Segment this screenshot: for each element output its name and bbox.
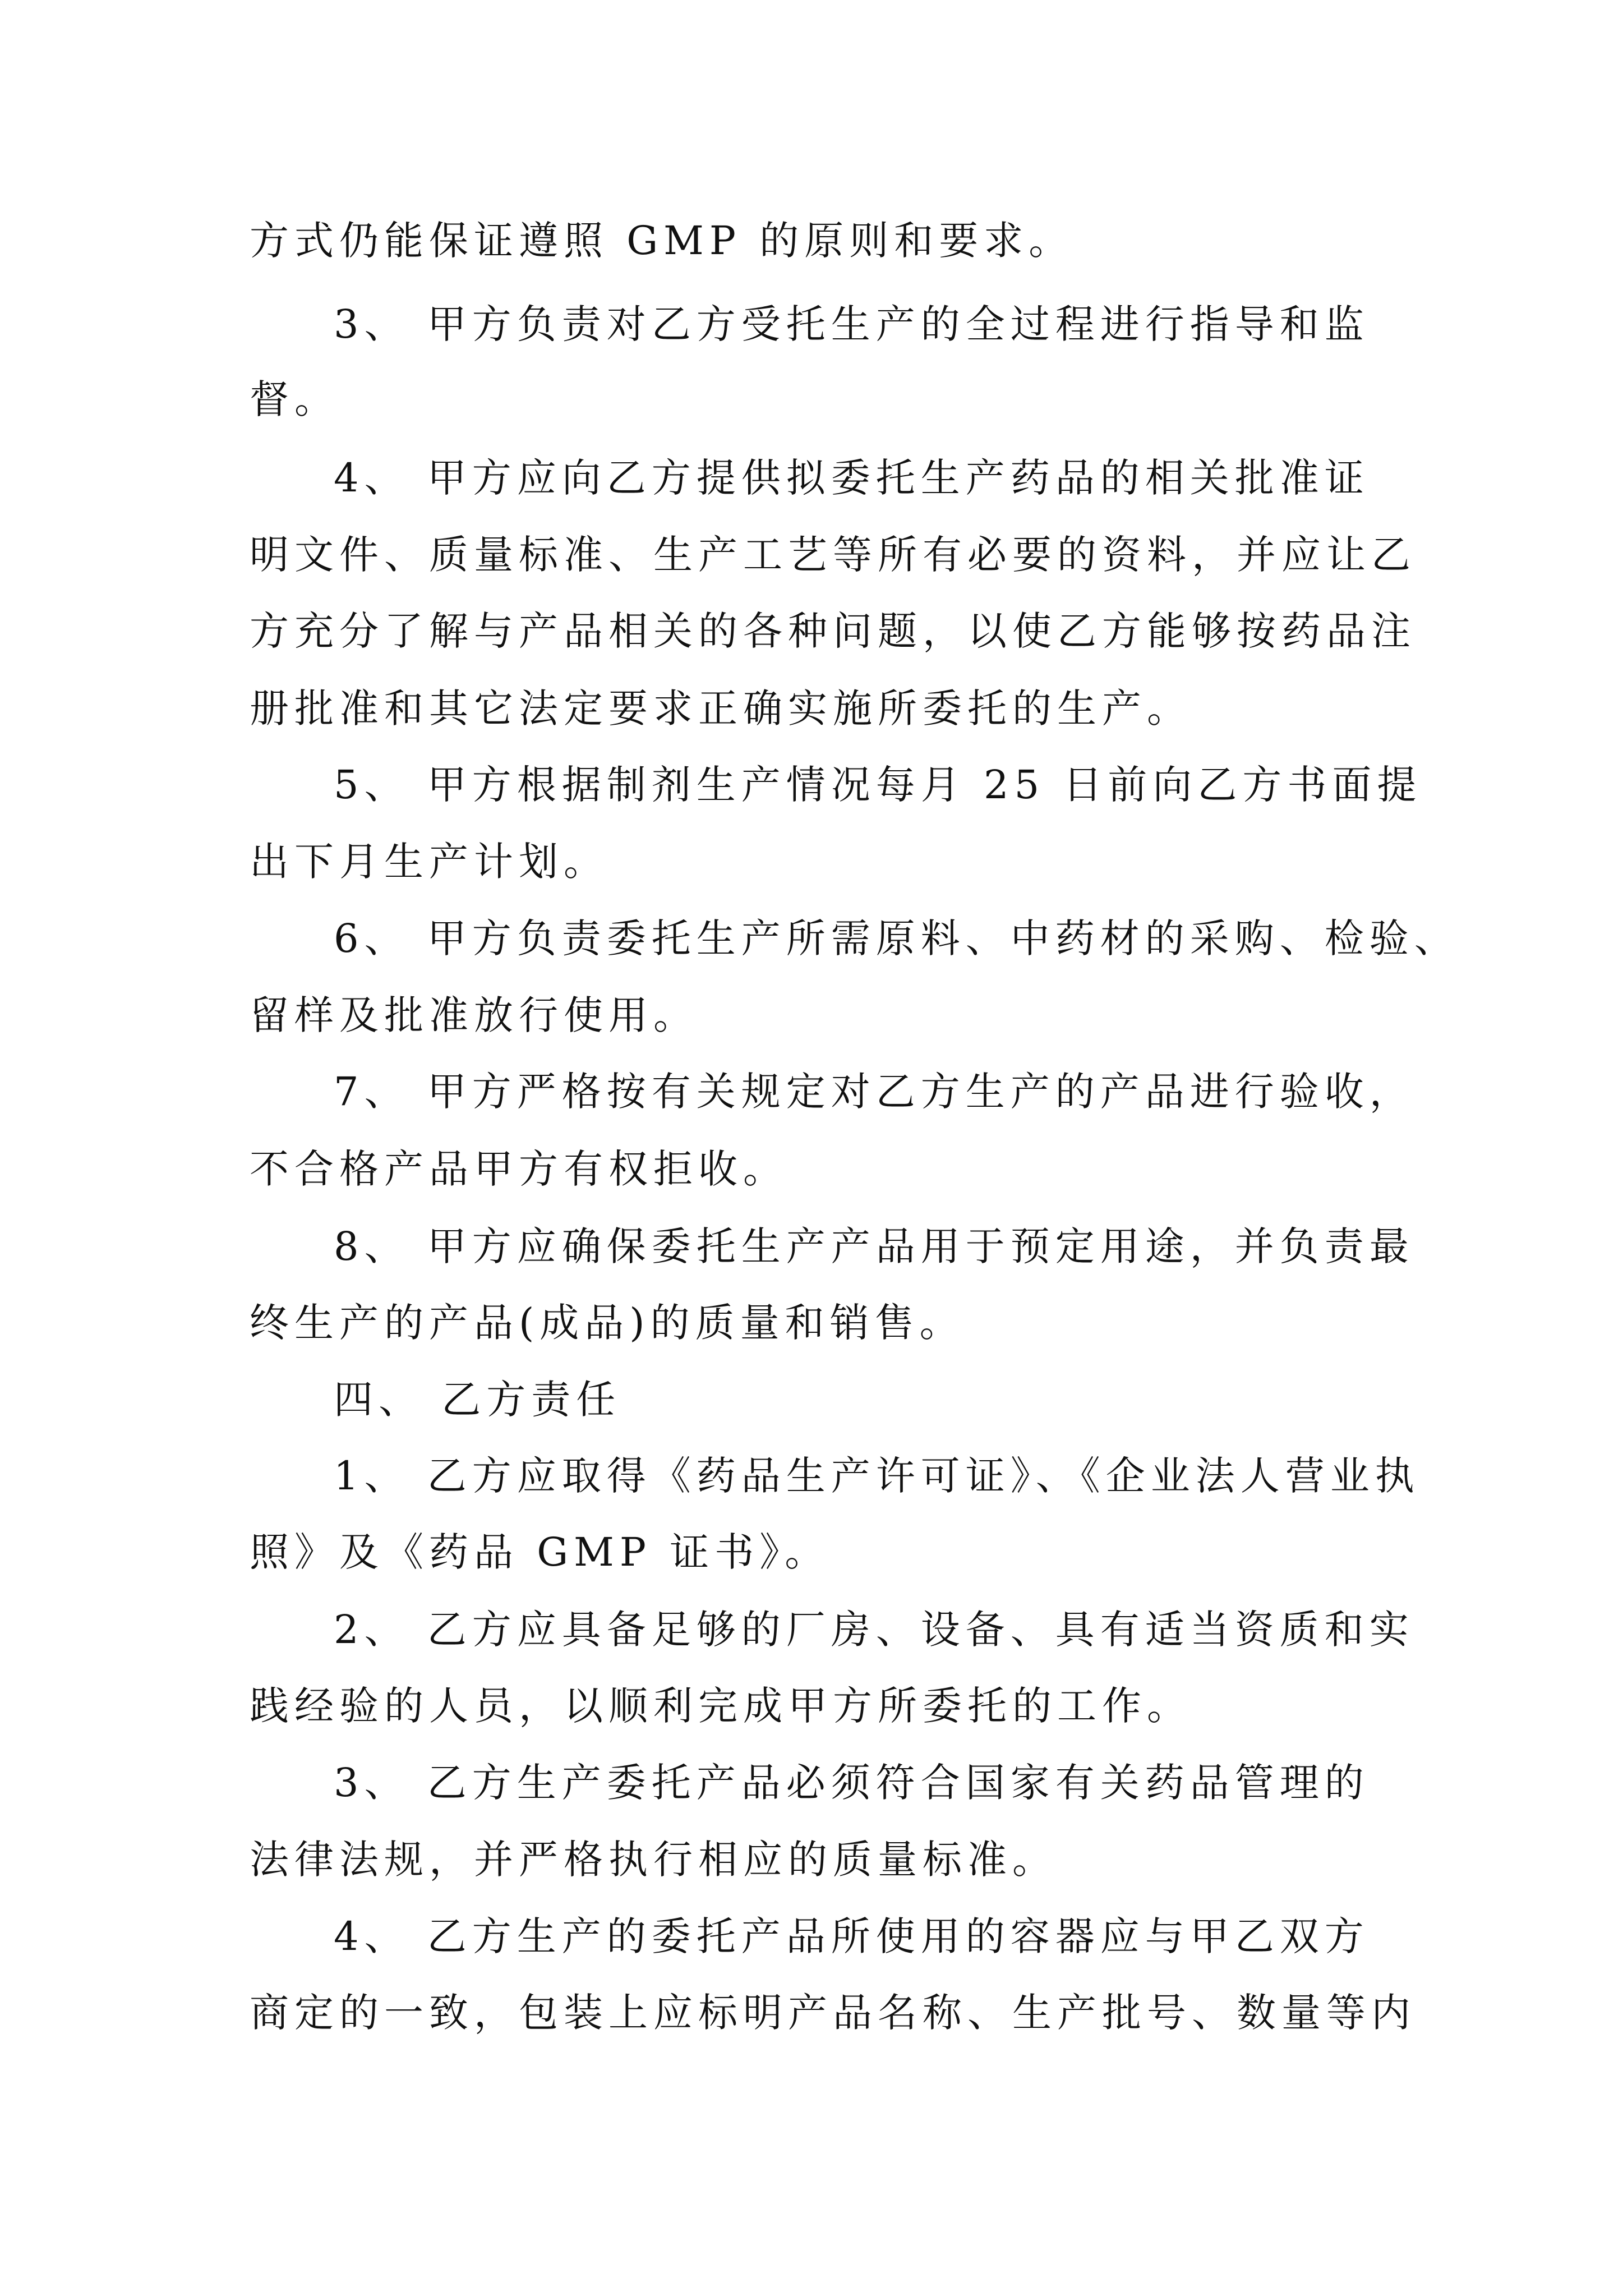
text-line-17: 1、 乙方应取得《药品生产许可证》、《企业法人营业执: [334, 1453, 1420, 1499]
text-line-18: 照》及《药品 GMP 证书》。: [250, 1529, 830, 1575]
text-line-6: 方充分了解与产品相关的各种问题，以使乙方能够按药品注: [250, 608, 1416, 654]
text-line-4: 4、 甲方应向乙方提供拟委托生产药品的相关批准证: [334, 455, 1370, 501]
section-heading: 四、 乙方责任: [334, 1377, 621, 1423]
text-line-20: 践经验的人员，以顺利完成甲方所委托的工作。: [250, 1683, 1192, 1729]
text-line-8: 5、 甲方根据制剂生产情况每月 25 日前向乙方书面提: [334, 762, 1422, 808]
text-line-12: 7、 甲方严格按有关规定对乙方生产的产品进行验收，: [334, 1069, 1414, 1115]
text-line-22: 法律法规，并严格执行相应的质量标准。: [250, 1837, 1057, 1883]
text-line-15: 终生产的产品(成品)的质量和销售。: [250, 1300, 965, 1346]
text-line-9: 出下月生产计划。: [250, 839, 608, 885]
text-line-10: 6、 甲方负责委托生产所需原料、中药材的采购、检验、: [334, 915, 1459, 961]
text-line-24: 商定的一致，包装上应标明产品名称、生产批号、数量等内: [250, 1990, 1416, 2036]
text-line-5: 明文件、质量标准、生产工艺等所有必要的资料，并应让乙: [250, 532, 1416, 578]
text-line-7: 册批准和其它法定要求正确实施所委托的生产。: [250, 685, 1192, 731]
text-line-23: 4、 乙方生产的委托产品所使用的容器应与甲乙双方: [334, 1913, 1370, 1959]
text-line-3: 督。: [250, 376, 339, 422]
text-line-19: 2、 乙方应具备足够的厂房、设备、具有适当资质和实: [334, 1607, 1414, 1653]
text-line-2: 3、 甲方负责对乙方受托生产的全过程进行指导和监: [334, 301, 1370, 347]
text-line-11: 留样及批准放行使用。: [250, 992, 698, 1038]
text-line-21: 3、 乙方生产委托产品必须符合国家有关药品管理的: [334, 1760, 1370, 1806]
text-line-14: 8、 甲方应确保委托生产产品用于预定用途，并负责最: [334, 1223, 1414, 1269]
text-line-1: 方式仍能保证遵照 GMP 的原则和要求。: [250, 218, 1074, 264]
text-line-13: 不合格产品甲方有权拒收。: [250, 1146, 788, 1192]
